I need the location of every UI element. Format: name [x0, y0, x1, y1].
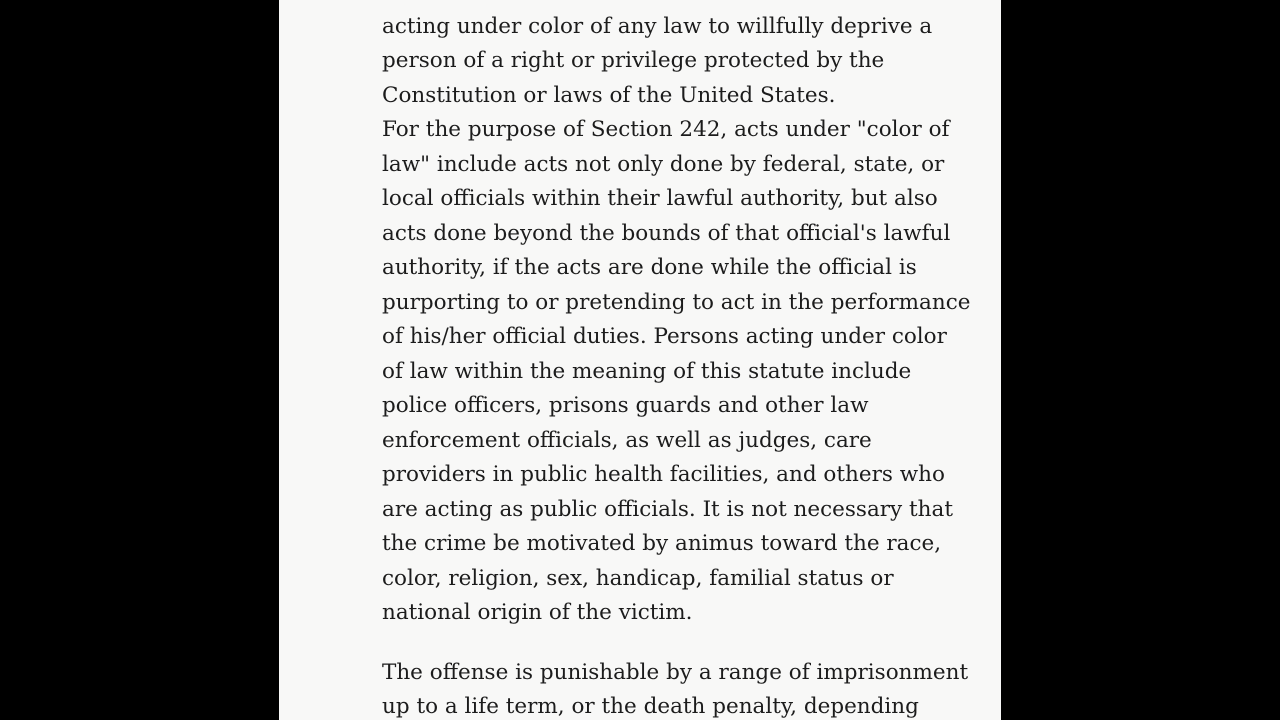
paragraph-color-of-law — [382, 0, 982, 631]
text-line: acting under color of any law to willfully deprive a — [382, 13, 933, 39]
text-line: police officers, prisons guards and other law — [382, 393, 869, 418]
text-line: authority, if the acts are done while the official is — [382, 255, 917, 280]
text-line: providers in public health facilities, and others who — [382, 462, 945, 487]
text-line: are acting as public officials. It is not necessary that — [382, 496, 953, 522]
text-line: Constitution or laws of the United States. — [382, 82, 836, 108]
text-line: For the purpose of Section 242, acts under "color of — [382, 117, 950, 142]
text-line: person of a right or privilege protected by the — [382, 48, 885, 73]
text-line: of his/her official duties. Persons acting under color — [382, 324, 947, 349]
text-line: law" include acts not only done by federal, state, or — [382, 151, 945, 177]
text-line: acts done beyond the bounds of that official's lawful — [382, 220, 951, 246]
text-line: local officials within their lawful authority, but also — [382, 186, 938, 211]
text-line: enforcement officials, as well as judges, care — [382, 427, 872, 453]
text-line: color, religion, sex, handicap, familial status or — [382, 565, 894, 591]
text-line — [382, 0, 982, 10]
paragraph-punishment — [382, 656, 982, 720]
text-line: national origin of the victim. — [382, 600, 693, 625]
text-line: purporting to or pretending to act in the performance — [382, 289, 971, 315]
article-page[interactable] — [279, 0, 1001, 720]
text-line: of law within the meaning of this statute include — [382, 358, 912, 384]
text-line: the crime be motivated by animus toward the race, — [382, 531, 942, 556]
text-line: The offense is punishable by a range of imprisonment — [382, 659, 969, 685]
article-body — [382, 0, 982, 720]
paragraph-spacer — [382, 631, 982, 656]
text-line: up to a life term, or the death penalty, depending — [382, 694, 919, 719]
